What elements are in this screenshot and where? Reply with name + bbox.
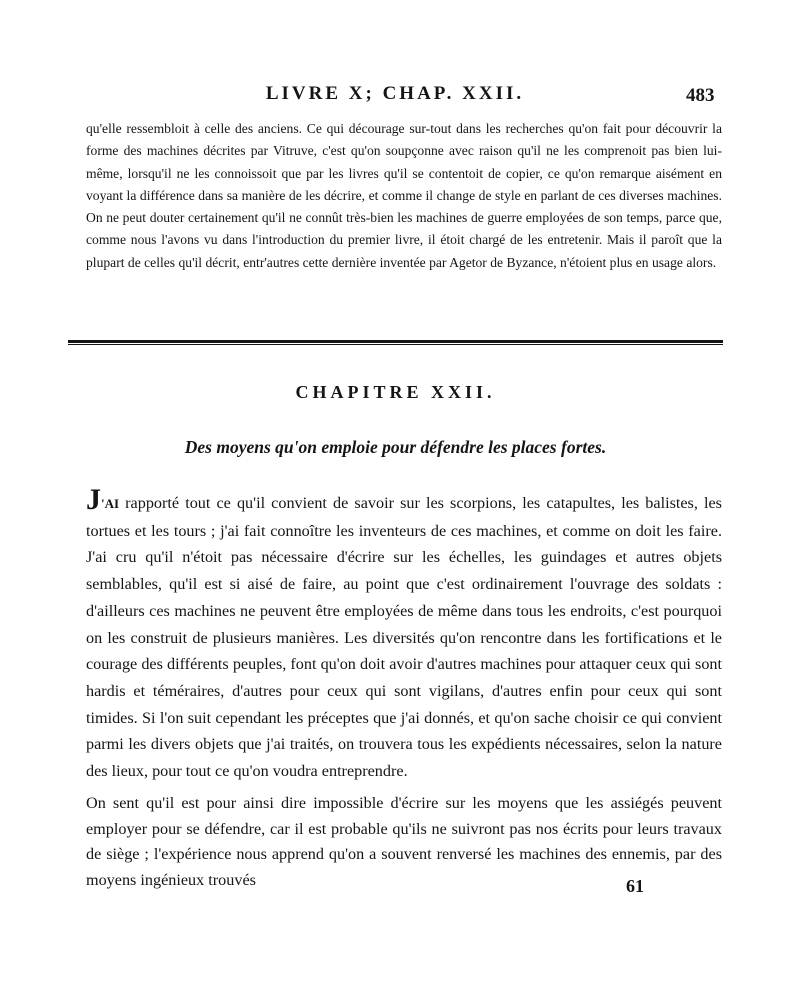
continued-paragraph: qu'elle ressembloit à celle des anciens. Ce qui décourage sur-tout dans les recherches qu'on fait pour découvrir la forme des machines décrites par Vitruve, c'est qu'on soupçonne avec raison qu'il ne les comprenoit pas bien lui-même, lorsqu'il ne les connoissoit que par les livres qu'il se contentoit de copier, ce qu'on remarque aisément en voyant la différence dans sa manière de les décrire, et comme il change de style en parlant de ces diverses machines. On ne peut douter certainement qu'il ne connût très-bien les machines de guerre employées de son temps, parce que, comme nous l'avons vu dans l'introduction du premier livre, il étoit chargé de les entretenir. Mais il paroît que la plupart de celles qu'il décrit, entr'autres cette dernière inventée par Agetor de Byzance, n'étoient plus en usage alors.: [86, 121, 722, 270]
chapter-subtitle: Des moyens qu'on emploie pour défendre les places fortes.: [184, 437, 607, 457]
chapter-title: CHAPITRE XXII.: [295, 382, 496, 402]
chapter-paragraph-1: [86, 483, 722, 785]
chapter-paragraph-2: On sent qu'il est pour ainsi dire impossible d'écrire sur les moyens que les assiégés peuvent employer pour se défendre, car il est probable qu'ils ne suivront pas nos écrits pour leurs travaux de siège ; l'expérience nous apprend qu'on a souvent renversé les machines des ennemis, par des moyens ingénieux trouvés: [86, 794, 722, 890]
signature-mark: 61: [626, 876, 644, 896]
page-number: 483: [686, 85, 715, 106]
paragraph-1-text: rapporté tout ce qu'il convient de savoir sur les scorpions, les catapultes, les balistes, les tortues et les tours ; j'ai fait connoître les inventeurs de ces machines, et comme on doit les faire. J'ai cru qu'il n'étoit pas nécessaire d'écrire sur les échelles, les guindages et autres objets semblables, qu'il est si aisé de faire, au point que c'est ordinairement l'ouvrage des soldats : d'ailleurs ces machines ne peuvent être employées de même dans tous les endroits, c'est pourquoi on les construit de plusieurs manières. Les diversités qu'on rencontre dans les fortifications et le courage des différents peuples, font qu'on doit avoir d'autres machines pour attaquer ceux qui sont hardis et téméraires, d'autres pour ceux qui sont vigilans, d'autres enfin pour ceux qui sont timides. Si l'on suit cependant les préceptes que j'ai donnés, et qu'on sache choisir ce qui convient parmi les divers objets que j'ai traités, on trouvera tous les expédients nécessaires, selon la nature des lieux, pour tout ce qu'on voudra entreprendre.: [86, 494, 722, 781]
opening-small-caps: 'AI: [101, 496, 120, 511]
drop-capital: J: [86, 483, 101, 516]
running-head: LIVRE X; CHAP. XXII.: [265, 83, 525, 104]
section-divider-rule: [68, 340, 723, 345]
